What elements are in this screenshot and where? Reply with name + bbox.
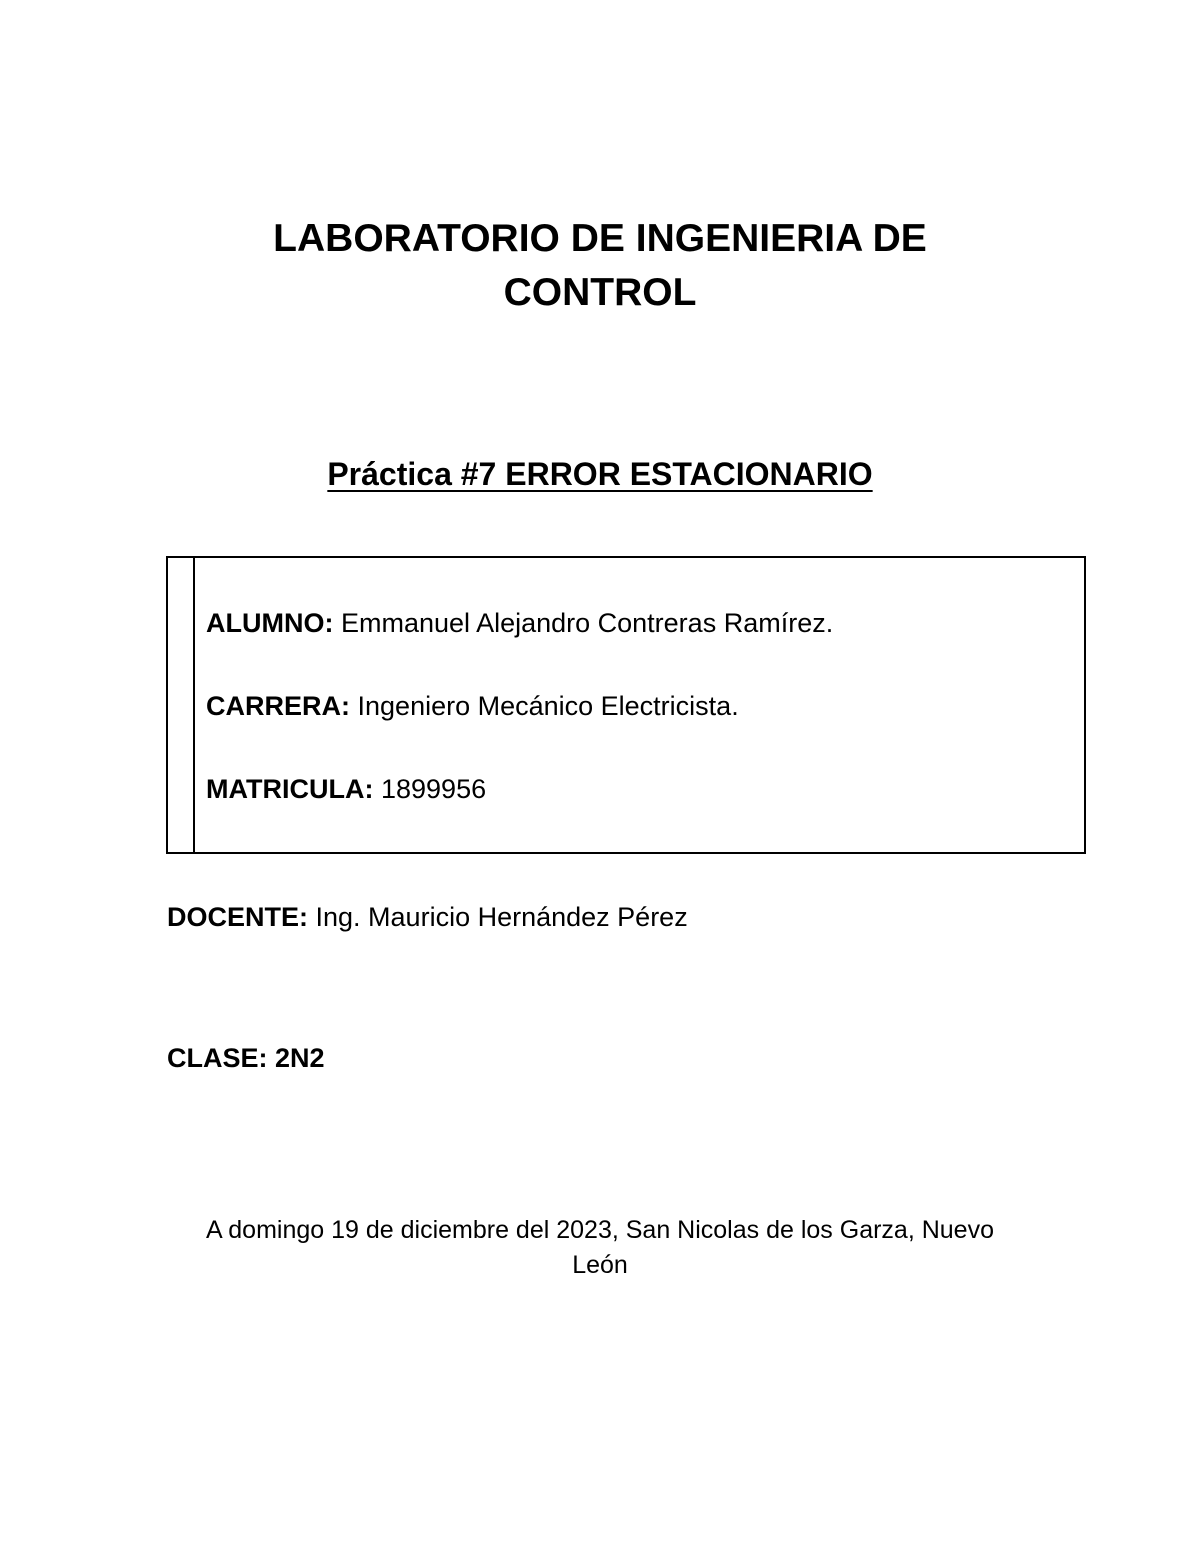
date-place-footer	[150, 1213, 1050, 1283]
clase-label: CLASE:	[167, 1043, 268, 1073]
practice-title: Práctica #7 ERROR ESTACIONARIO	[327, 456, 873, 492]
title-line-2: CONTROL	[503, 271, 697, 314]
footer-line-2: León	[572, 1251, 628, 1279]
document-title	[0, 212, 1200, 320]
practice-heading	[0, 452, 1200, 496]
matricula-line	[206, 772, 486, 806]
student-info-box	[166, 556, 1086, 854]
alumno-label: ALUMNO:	[206, 608, 334, 638]
carrera-value: Ingeniero Mecánico Electricista.	[357, 691, 739, 721]
docente-value: Ing. Mauricio Hernández Pérez	[315, 902, 688, 932]
docente-label: DOCENTE:	[167, 902, 308, 932]
alumno-line	[206, 606, 833, 640]
matricula-value: 1899956	[380, 774, 487, 804]
carrera-label: CARRERA:	[206, 691, 350, 721]
docente-line	[167, 900, 688, 934]
clase-line	[167, 1041, 325, 1075]
footer-line-1: A domingo 19 de diciembre del 2023, San Nicolas de los Garza, Nuevo	[206, 1216, 994, 1244]
carrera-line	[206, 689, 739, 723]
clase-value: 2N2	[275, 1043, 325, 1073]
matricula-label: MATRICULA:	[206, 774, 374, 804]
box-left-rule	[193, 558, 195, 852]
title-line-1: LABORATORIO DE INGENIERIA DE	[273, 217, 927, 260]
alumno-value: Emmanuel Alejandro Contreras Ramírez.	[341, 608, 834, 638]
